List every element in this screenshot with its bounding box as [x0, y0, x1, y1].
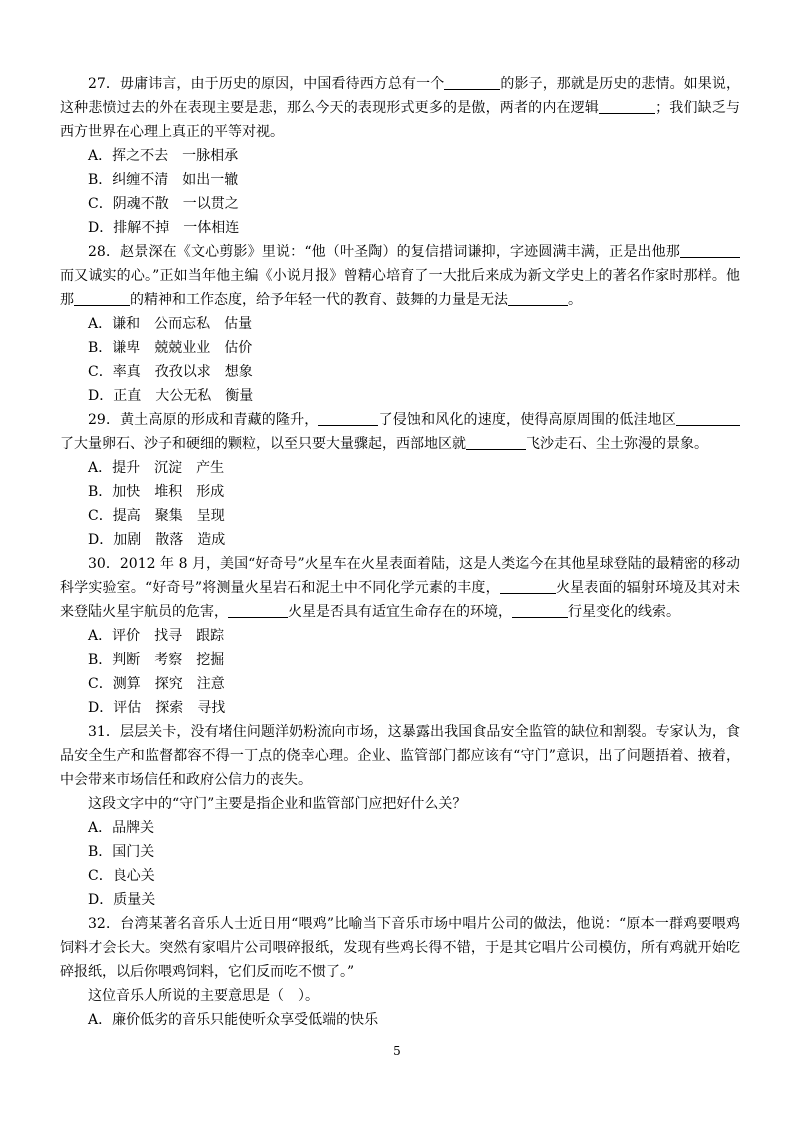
- answer-blank: [680, 243, 740, 258]
- q27-option-b: B．纠缠不清 如出一辙: [88, 172, 239, 188]
- q31-option-d: D．质量关: [88, 892, 156, 908]
- question-30-stem: [60, 552, 740, 624]
- q28-option-d: D．正直 大公无私 衡量: [88, 388, 254, 404]
- q30-text-2: 火星表面的辐射环境及其对未来登陆火星宇航员的危害，: [60, 580, 740, 620]
- question-31-passage: 31．层层关卡，没有堵住问题洋奶粉流向市场，这暴露出我国食品安全监管的缺位和割裂。专家认为，食品安全生产和监督都容不得一丁点的侥幸心理。企业、监管部门都应该有“守门”意识，出了问题捂着、掖着，中会带来市场信任和政府公信力的丧失。: [60, 724, 740, 788]
- answer-blank: [508, 291, 568, 306]
- q30-text-4: 行星变化的线索。: [568, 604, 680, 620]
- q28-option-c: C．率真 孜孜以求 想象: [88, 364, 253, 380]
- answer-blank: [318, 411, 378, 426]
- q31-option-c: C．良心关: [88, 868, 155, 884]
- question-32-prompt: 这位音乐人所说的主要意思是（ ）。: [88, 988, 319, 1004]
- q27-option-a: A．挥之不去 一脉相承: [88, 148, 239, 164]
- q29-option-d: D．加剧 散落 造成: [88, 532, 226, 548]
- q29-option-a: A．提升 沉淀 产生: [88, 460, 225, 476]
- question-27-stem: [60, 72, 740, 144]
- q27-text-1: 27．毋庸讳言，由于历史的原因，中国看待西方总有一个: [88, 76, 445, 92]
- q29-text-2: 了侵蚀和风化的速度，使得高原周围的低洼地区: [378, 412, 676, 428]
- page-content: [60, 72, 740, 1032]
- q28-text-1: 28．赵景深在《文心剪影》里说：“他（叶圣陶）的复信措词谦抑，字迹圆满丰满，正是出他那: [88, 244, 680, 260]
- question-29-stem: [60, 408, 740, 456]
- q28-text-3: 的精神和工作态度，给予年轻一代的教育、鼓舞的力量是无法: [130, 292, 508, 308]
- answer-blank: [228, 603, 288, 618]
- q27-text-3: ；我们缺乏与西方世界在心理上真正的平等对视。: [60, 100, 741, 140]
- q28-text-4: 。: [568, 292, 582, 308]
- question-32-passage: 32．台湾某著名音乐人士近日用“喂鸡”比喻当下音乐市场中唱片公司的做法，他说：“原本一群鸡要喂鸡饲料才会长大。突然有家唱片公司喂碎报纸，发现有些鸡长得不错，于是其它唱片公司模仿，所有鸡就开始吃碎报纸，以后你喂鸡饲料，它们反而吃不惯了。”: [60, 916, 740, 980]
- q30-option-a: A．评价 找寻 跟踪: [88, 628, 225, 644]
- q31-option-a: A．品牌关: [88, 820, 155, 836]
- q29-text-3: 了大量卵石、沙子和硬细的颗粒，以至只要大量骤起，西部地区就: [60, 436, 466, 452]
- q28-text-2: 而又诚实的心。”正如当年他主编《小说月报》曾精心培育了一大批后来成为新文学史上的著名作家时那样。他那: [60, 268, 740, 308]
- answer-blank: [512, 603, 568, 618]
- answer-blank: [466, 435, 526, 450]
- q27-option-c: C．阴魂不散 一以贯之: [88, 196, 239, 212]
- q30-text-1: 30．2012 年 8 月，美国“好奇号”火星车在火星表面着陆，这是人类迄今在其他星球登陆的最精密的移动科学实验室。“好奇号”将测量火星岩石和泥土中不同化学元素的丰度，: [60, 556, 740, 596]
- q30-option-d: D．评估 探索 寻找: [88, 700, 226, 716]
- question-28-stem: [60, 240, 740, 312]
- q32-option-a: A．廉价低劣的音乐只能使听众享受低端的快乐: [88, 1012, 379, 1028]
- q27-option-d: D．排解不掉 一体相连: [88, 220, 240, 236]
- q29-text-1: 29．黄土高原的形成和青藏的隆升，: [88, 412, 319, 428]
- question-31-prompt: 这段文字中的“守门”主要是指企业和监管部门应把好什么关？: [88, 796, 467, 812]
- q30-option-c: C．测算 探究 注意: [88, 676, 225, 692]
- q29-option-b: B．加快 堆积 形成: [88, 484, 225, 500]
- q28-option-b: B．谦卑 兢兢业业 估价: [88, 340, 253, 356]
- q30-option-b: B．判断 考察 挖掘: [88, 652, 225, 668]
- answer-blank: [74, 291, 130, 306]
- q30-text-3: 火星是否具有适宜生命存在的环境，: [288, 604, 512, 620]
- q31-option-b: B．国门关: [88, 844, 155, 860]
- answer-blank: [444, 75, 500, 90]
- page-number: 5: [393, 1044, 401, 1058]
- answer-blank: [676, 411, 740, 426]
- answer-blank: [500, 579, 556, 594]
- q29-option-c: C．提高 聚集 呈现: [88, 508, 225, 524]
- answer-blank: [599, 99, 655, 114]
- q27-text-2: 的影子，那就是历史的悲情。如果说，这种悲愤过去的外在表现主要是悲，那么今天的表现形式更多的是傲，两者的内在逻辑: [60, 76, 740, 116]
- q28-option-a: A．谦和 公而忘私 估量: [88, 316, 253, 332]
- q29-text-4: 飞沙走石、尘土弥漫的景象。: [526, 436, 708, 452]
